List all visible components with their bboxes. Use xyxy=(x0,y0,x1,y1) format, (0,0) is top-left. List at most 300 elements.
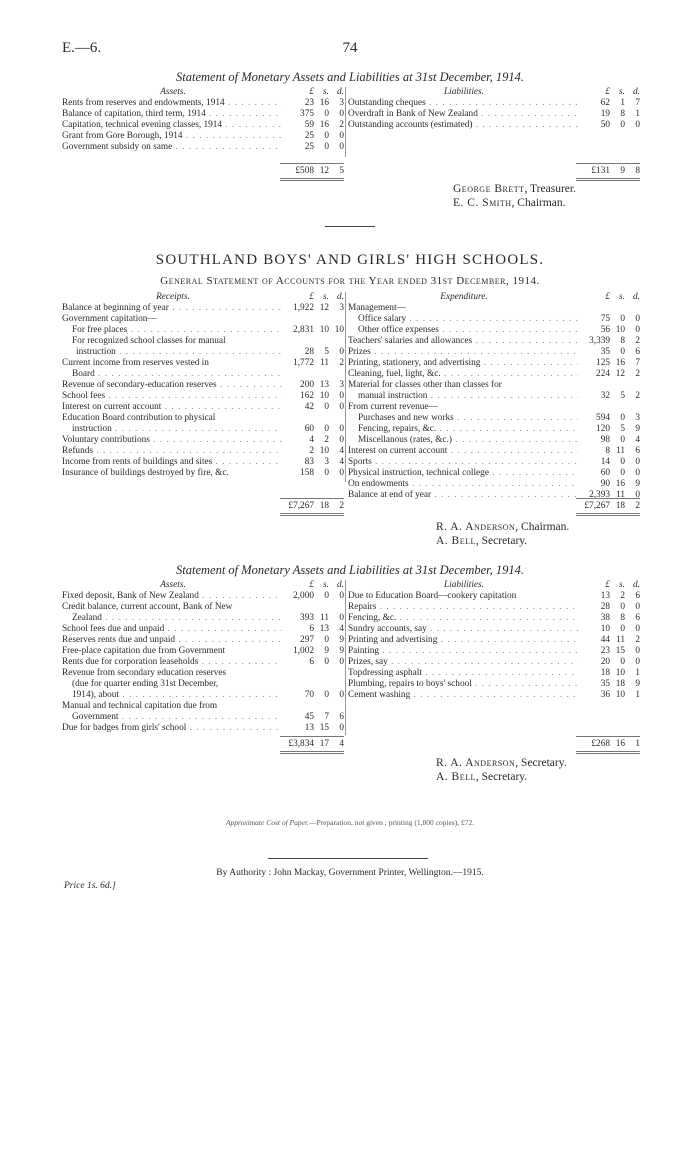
amount-shillings: 0 xyxy=(620,413,625,423)
units-header: £ s. d. xyxy=(605,87,640,97)
amount-shillings: 11 xyxy=(616,635,625,645)
statement1-assets-total: £508 12 5 xyxy=(280,163,344,181)
amount-pence: 6 xyxy=(635,446,640,456)
row-amount xyxy=(284,679,344,690)
amount-shillings: 12 xyxy=(319,303,329,313)
row-label: On endowments . . . xyxy=(348,479,578,490)
amount-pounds: 56 xyxy=(600,325,610,335)
row-label: Fencing, repairs, &c. . . . xyxy=(358,424,578,435)
signatory-name: R. A. Anderson xyxy=(436,521,516,533)
row-label: Overdraft in Bank of New Zealand . . . xyxy=(348,109,578,120)
authority-line: By Authority : John Mackay, Government Printer, Wellington.—1915. xyxy=(216,868,484,878)
row-label: Income from rents of buildings and sites . . . xyxy=(62,457,282,468)
column-divider xyxy=(345,292,346,482)
row-amount xyxy=(580,358,640,369)
amount-pounds: 70 xyxy=(304,690,314,700)
row-amount xyxy=(284,325,344,336)
school-title: SOUTHLAND BOYS' AND GIRLS' HIGH SCHOOLS. xyxy=(155,252,545,268)
amount-pounds: 32 xyxy=(600,391,610,401)
amount-shillings: 12 xyxy=(615,369,625,379)
statement2-table xyxy=(62,292,640,500)
row-amount xyxy=(284,635,344,646)
row-amount xyxy=(284,468,344,479)
row-label: Sports . . . xyxy=(348,457,578,468)
row-label: For free places . . . xyxy=(72,325,282,336)
expenditure-column xyxy=(348,292,640,501)
document-reference: E.—6. xyxy=(62,40,102,56)
row-amount xyxy=(580,613,640,624)
amount-pounds: 23 xyxy=(600,646,610,656)
amount-pounds: 36 xyxy=(600,690,610,700)
row-amount xyxy=(284,690,344,701)
cost-text: —Preparation, not given ; printing (1,800 copies), £72. xyxy=(308,818,475,827)
amount-pounds: 35 xyxy=(600,679,610,689)
row-label: Reserves rents due and unpaid . . . xyxy=(62,635,282,646)
amount-pounds: 38 xyxy=(600,613,610,623)
statement3-signatures xyxy=(436,756,567,784)
amount-pounds: 28 xyxy=(304,347,314,357)
amount-pounds: 125 xyxy=(596,358,610,368)
ledger-row xyxy=(348,347,640,358)
amount-shillings: 0 xyxy=(324,468,329,478)
row-amount xyxy=(284,723,344,734)
row-label: Outstanding cheques . . . xyxy=(348,98,578,109)
row-amount xyxy=(284,380,344,391)
cost-label: Approximate Cost of Paper. xyxy=(225,818,309,827)
row-label: Revenue of secondary-education reserves . . . xyxy=(62,380,282,391)
amount-shillings: 0 xyxy=(324,131,329,141)
amount-shillings: 8 xyxy=(620,613,625,623)
amount-pounds: 44 xyxy=(600,635,610,645)
amount-pence: 0 xyxy=(635,646,640,656)
statement3-liabilities-total: £268 16 1 xyxy=(576,736,640,754)
amount-shillings: 16 xyxy=(615,358,625,368)
row-label: Prizes, say . . . xyxy=(348,657,578,668)
ledger-row xyxy=(348,303,640,314)
signatory-role: , Secretary. xyxy=(515,757,567,769)
amount-pence: 2 xyxy=(339,358,344,368)
amount-pounds: 1,922 xyxy=(293,303,314,313)
ledger-row xyxy=(62,369,344,380)
amount-pence: 0 xyxy=(635,624,640,634)
amount-pence: 1 xyxy=(635,109,640,119)
statement1-signatures xyxy=(453,182,576,210)
row-amount xyxy=(284,98,344,109)
ledger-row xyxy=(62,712,344,723)
row-label: Cement washing . . . xyxy=(348,690,578,701)
row-amount xyxy=(580,424,640,435)
amount-shillings: 0 xyxy=(324,690,329,700)
amount-shillings: 16 xyxy=(319,98,329,108)
assets-header: Assets. xyxy=(160,87,186,97)
amount-pence: 1 xyxy=(635,690,640,700)
row-label: Topdressing asphalt . . . xyxy=(348,668,578,679)
amount-pence: 2 xyxy=(635,391,640,401)
amount-pounds: 13 xyxy=(600,591,610,601)
amount-shillings: 7 xyxy=(324,712,329,722)
ledger-row xyxy=(348,624,640,635)
amount-shillings: 5 xyxy=(620,391,625,401)
ledger-row xyxy=(348,468,640,479)
row-label: Insurance of buildings destroyed by fire, &c. xyxy=(62,468,229,478)
ledger-row xyxy=(348,325,640,336)
amount-pounds: 45 xyxy=(304,712,314,722)
row-amount xyxy=(284,358,344,369)
signatory-role: , Treasurer. xyxy=(524,183,576,195)
amount-pounds: 6 xyxy=(309,657,314,667)
amount-shillings: 16 xyxy=(615,479,625,489)
row-amount xyxy=(284,347,344,358)
signatory-name: A. Bell xyxy=(436,771,476,783)
amount-pence: 0 xyxy=(635,314,640,324)
row-amount xyxy=(284,142,344,153)
row-amount xyxy=(580,657,640,668)
ledger-row xyxy=(62,701,344,712)
amount-pounds: 297 xyxy=(300,635,314,645)
ledger-row xyxy=(62,380,344,391)
row-amount xyxy=(284,446,344,457)
amount-pence: 0 xyxy=(339,347,344,357)
row-amount xyxy=(580,624,640,635)
ledger-row xyxy=(348,657,640,668)
row-label: Balance of capitation, third term, 1914 . . . xyxy=(62,109,282,120)
row-label: Rents due for corporation leaseholds . . . xyxy=(62,657,282,668)
amount-pence: 2 xyxy=(339,120,344,130)
amount-pence: 2 xyxy=(635,635,640,645)
amount-pence: 0 xyxy=(339,690,344,700)
ledger-row xyxy=(62,402,344,413)
amount-pounds: 8 xyxy=(605,446,610,456)
row-amount xyxy=(284,402,344,413)
amount-pence: 2 xyxy=(635,369,640,379)
row-label: 1914), about . . . xyxy=(72,690,282,701)
amount-pounds: 6 xyxy=(309,624,314,634)
amount-pence: 0 xyxy=(635,120,640,130)
amount-pence: 6 xyxy=(339,712,344,722)
row-label: Printing and advertising . . . xyxy=(348,635,578,646)
ledger-row xyxy=(62,690,344,701)
row-label: Other office expenses . . . xyxy=(358,325,578,336)
amount-pence: 10 xyxy=(334,325,344,335)
amount-pounds: 98 xyxy=(600,435,610,445)
expenditure-header: Expenditure. xyxy=(440,292,488,302)
amount-pence: 9 xyxy=(339,646,344,656)
ledger-row xyxy=(348,369,640,380)
statement1-liabilities-total: £131 9 8 xyxy=(576,163,640,181)
amount-pounds: 60 xyxy=(304,424,314,434)
amount-pence: 6 xyxy=(635,613,640,623)
ledger-row xyxy=(348,336,640,347)
cost-of-paper-note xyxy=(0,818,700,827)
ledger-row xyxy=(62,120,344,131)
ledger-row xyxy=(62,468,344,479)
signatory-role: , Secretary. xyxy=(475,535,528,547)
ledger-row xyxy=(62,635,344,646)
ledger-row xyxy=(348,613,640,624)
row-amount xyxy=(580,391,640,402)
amount-pence: 0 xyxy=(635,602,640,612)
row-label: Purchases and new works . . . xyxy=(358,413,578,424)
row-label: Rents from reserves and endowments, 1914 . . . xyxy=(62,98,282,109)
ledger-row xyxy=(348,314,640,325)
statement1-title: Statement of Monetary Assets and Liabilities at 31st December, 1914. xyxy=(176,70,524,84)
row-amount xyxy=(580,468,640,479)
statement2-expenditure-total: £7,267 18 2 xyxy=(576,498,640,516)
row-label: Material for classes other than classes for xyxy=(348,380,502,390)
amount-shillings: 0 xyxy=(620,347,625,357)
row-label: Balance at beginning of year . . . xyxy=(62,303,282,314)
row-label: Repairs . . . xyxy=(348,602,578,613)
row-label: Painting . . . xyxy=(348,646,578,657)
amount-pence: 9 xyxy=(339,635,344,645)
ledger-row xyxy=(62,679,344,690)
row-label: Fixed deposit, Bank of New Zealand . . . xyxy=(62,591,282,602)
amount-shillings: 0 xyxy=(620,120,625,130)
amount-pence: 4 xyxy=(339,446,344,456)
ledger-row xyxy=(348,380,640,391)
signatory-name: E. C. Smith xyxy=(453,197,512,209)
amount-pence: 0 xyxy=(339,142,344,152)
ledger-row xyxy=(348,391,640,402)
ledger-row xyxy=(348,402,640,413)
ledger-row xyxy=(348,109,640,120)
ledger-row xyxy=(348,679,640,690)
amount-pence: 2 xyxy=(635,336,640,346)
statement2-receipts-total: £7,267 18 2 xyxy=(280,498,344,516)
ledger-row xyxy=(348,413,640,424)
amount-pounds: 19 xyxy=(600,109,610,119)
amount-pence: 0 xyxy=(635,490,640,500)
amount-shillings: 10 xyxy=(615,690,625,700)
amount-shillings: 10 xyxy=(615,325,625,335)
amount-pounds: 59 xyxy=(304,120,314,130)
row-label: Revenue from secondary education reserves xyxy=(62,668,227,678)
row-amount xyxy=(284,591,344,602)
row-amount xyxy=(284,131,344,142)
school-subtitle: General Statement of Accounts for the Year ended 31st December, 1914. xyxy=(160,275,540,287)
amount-shillings: 11 xyxy=(320,358,329,368)
footer-rule xyxy=(268,858,428,859)
ledger-row xyxy=(62,109,344,120)
receipts-header: Receipts. xyxy=(156,292,190,302)
amount-pence: 7 xyxy=(635,358,640,368)
amount-pounds: 90 xyxy=(600,479,610,489)
liabilities-header: Liabilities. xyxy=(443,580,485,590)
amount-shillings: 0 xyxy=(324,142,329,152)
row-amount xyxy=(580,690,640,701)
amount-shillings: 13 xyxy=(319,624,329,634)
ledger-row xyxy=(348,358,640,369)
amount-pounds: 50 xyxy=(600,120,610,130)
ledger-row xyxy=(348,479,640,490)
signatory-name: R. A. Anderson xyxy=(436,757,516,769)
amount-pounds: 62 xyxy=(600,98,610,108)
row-amount xyxy=(284,613,344,624)
row-label: Credit balance, current account, Bank of New xyxy=(62,602,233,612)
statement2-signatures xyxy=(436,520,569,548)
amount-pence: 0 xyxy=(339,613,344,623)
amount-pounds: 60 xyxy=(600,468,610,478)
row-amount xyxy=(580,635,640,646)
ledger-row xyxy=(62,446,344,457)
amount-shillings: 0 xyxy=(620,602,625,612)
amount-shillings: 2 xyxy=(620,591,625,601)
amount-pounds: 2,393 xyxy=(589,490,610,500)
ledger-row xyxy=(348,457,640,468)
amount-pence: 9 xyxy=(635,479,640,489)
assets-column xyxy=(62,580,344,734)
amount-shillings: 0 xyxy=(324,635,329,645)
amount-shillings: 0 xyxy=(620,457,625,467)
amount-pence: 3 xyxy=(339,303,344,313)
ledger-row xyxy=(348,646,640,657)
amount-pence: 3 xyxy=(339,380,344,390)
ledger-row xyxy=(62,142,344,153)
amount-pounds: 18 xyxy=(600,668,610,678)
amount-pence: 0 xyxy=(635,657,640,667)
amount-pounds: 10 xyxy=(600,624,610,634)
amount-shillings: 3 xyxy=(324,457,329,467)
row-label: School fees due and unpaid . . . xyxy=(62,624,282,635)
row-amount xyxy=(284,646,344,657)
row-amount xyxy=(284,712,344,723)
row-amount xyxy=(284,120,344,131)
amount-pence: 9 xyxy=(635,679,640,689)
row-amount xyxy=(580,479,640,490)
row-label: Manual and technical capitation due from xyxy=(62,701,218,711)
ledger-row xyxy=(62,424,344,435)
ledger-row xyxy=(62,391,344,402)
assets-column xyxy=(62,87,344,153)
amount-pounds: 75 xyxy=(600,314,610,324)
row-amount xyxy=(580,380,640,391)
row-label: Physical instruction, technical college . . . xyxy=(348,468,578,479)
row-amount xyxy=(580,109,640,120)
amount-pence: 0 xyxy=(635,457,640,467)
amount-shillings: 0 xyxy=(620,468,625,478)
amount-shillings: 5 xyxy=(620,424,625,434)
row-label: Due for badges from girls' school . . . xyxy=(62,723,282,734)
ledger-row xyxy=(348,98,640,109)
amount-shillings: 0 xyxy=(324,657,329,667)
amount-shillings: 11 xyxy=(616,446,625,456)
row-label: Plumbing, repairs to boys' school . . . xyxy=(348,679,578,690)
row-label: (due for quarter ending 31st December, xyxy=(72,679,219,689)
ledger-row xyxy=(62,303,344,314)
ledger-row xyxy=(62,624,344,635)
ledger-row xyxy=(62,336,344,347)
ledger-row xyxy=(62,358,344,369)
ledger-row xyxy=(348,446,640,457)
row-amount xyxy=(580,413,640,424)
row-label: manual instruction . . . xyxy=(358,391,578,402)
liabilities-header: Liabilities. xyxy=(443,87,485,97)
ledger-row xyxy=(62,325,344,336)
amount-pence: 0 xyxy=(635,468,640,478)
amount-pence: 0 xyxy=(339,591,344,601)
amount-shillings: 5 xyxy=(324,347,329,357)
amount-shillings: 10 xyxy=(319,325,329,335)
price-note: Price 1s. 6d.] xyxy=(64,881,116,891)
amount-shillings: 15 xyxy=(615,646,625,656)
amount-shillings: 11 xyxy=(616,490,625,500)
row-label: Miscellanous (rates, &c.) . . . xyxy=(358,435,578,446)
row-amount xyxy=(284,314,344,325)
row-amount xyxy=(580,303,640,314)
amount-pence: 0 xyxy=(339,424,344,434)
row-amount xyxy=(580,98,640,109)
statement1-table xyxy=(62,87,640,157)
ledger-row xyxy=(62,602,344,613)
row-label: Interest on current account . . . xyxy=(348,446,578,457)
amount-pounds: 83 xyxy=(304,457,314,467)
row-amount xyxy=(580,668,640,679)
amount-pounds: 42 xyxy=(304,402,314,412)
amount-pounds: 2,831 xyxy=(293,325,314,335)
amount-shillings: 1 xyxy=(620,98,625,108)
ledger-row xyxy=(62,657,344,668)
amount-shillings: 8 xyxy=(620,109,625,119)
amount-shillings: 0 xyxy=(620,657,625,667)
amount-pounds: 2 xyxy=(309,446,314,456)
amount-pounds: 25 xyxy=(304,131,314,141)
amount-pounds: 375 xyxy=(300,109,314,119)
amount-pence: 7 xyxy=(635,98,640,108)
amount-shillings: 18 xyxy=(615,679,625,689)
units-header: £ s. d. xyxy=(605,580,640,590)
statement3-title: Statement of Monetary Assets and Liabilities at 31st December, 1914. xyxy=(176,563,524,577)
units-header: £ s. d. xyxy=(309,292,344,302)
ledger-row xyxy=(62,723,344,734)
row-label: Printing, stationery, and advertising . . . xyxy=(348,358,578,369)
row-label: From current revenue— xyxy=(348,402,438,412)
row-label: School fees . . . xyxy=(62,391,282,402)
amount-shillings: 13 xyxy=(319,380,329,390)
amount-shillings: 9 xyxy=(324,646,329,656)
row-amount xyxy=(284,435,344,446)
ledger-row xyxy=(62,314,344,325)
amount-shillings: 8 xyxy=(620,336,625,346)
row-label: Teachers' salaries and allowances . . . xyxy=(348,336,578,347)
amount-pence: 0 xyxy=(339,109,344,119)
amount-pence: 1 xyxy=(635,668,640,678)
amount-pounds: 1,002 xyxy=(293,646,314,656)
amount-pounds: 2,000 xyxy=(293,591,314,601)
ledger-row xyxy=(348,424,640,435)
row-amount xyxy=(284,457,344,468)
row-amount xyxy=(580,435,640,446)
amount-pounds: 393 xyxy=(300,613,314,623)
amount-pounds: 1,772 xyxy=(293,358,314,368)
row-amount xyxy=(580,347,640,358)
ledger-row xyxy=(62,347,344,358)
signatory-name: A. Bell xyxy=(436,535,476,547)
row-label: Office salary . . . xyxy=(358,314,578,325)
row-label: Education Board contribution to physical xyxy=(62,413,216,423)
amount-pence: 4 xyxy=(339,457,344,467)
row-label: For recognized school classes for manual xyxy=(72,336,226,346)
amount-shillings: 15 xyxy=(319,723,329,733)
liabilities-column xyxy=(348,87,640,131)
ledger-row xyxy=(348,690,640,701)
amount-pounds: 25 xyxy=(304,142,314,152)
amount-shillings: 0 xyxy=(324,109,329,119)
ledger-row xyxy=(62,413,344,424)
ledger-row xyxy=(348,591,640,602)
row-amount xyxy=(580,457,640,468)
row-label: Grant from Gore Borough, 1914 . . . xyxy=(62,131,282,142)
ledger-row xyxy=(62,131,344,142)
